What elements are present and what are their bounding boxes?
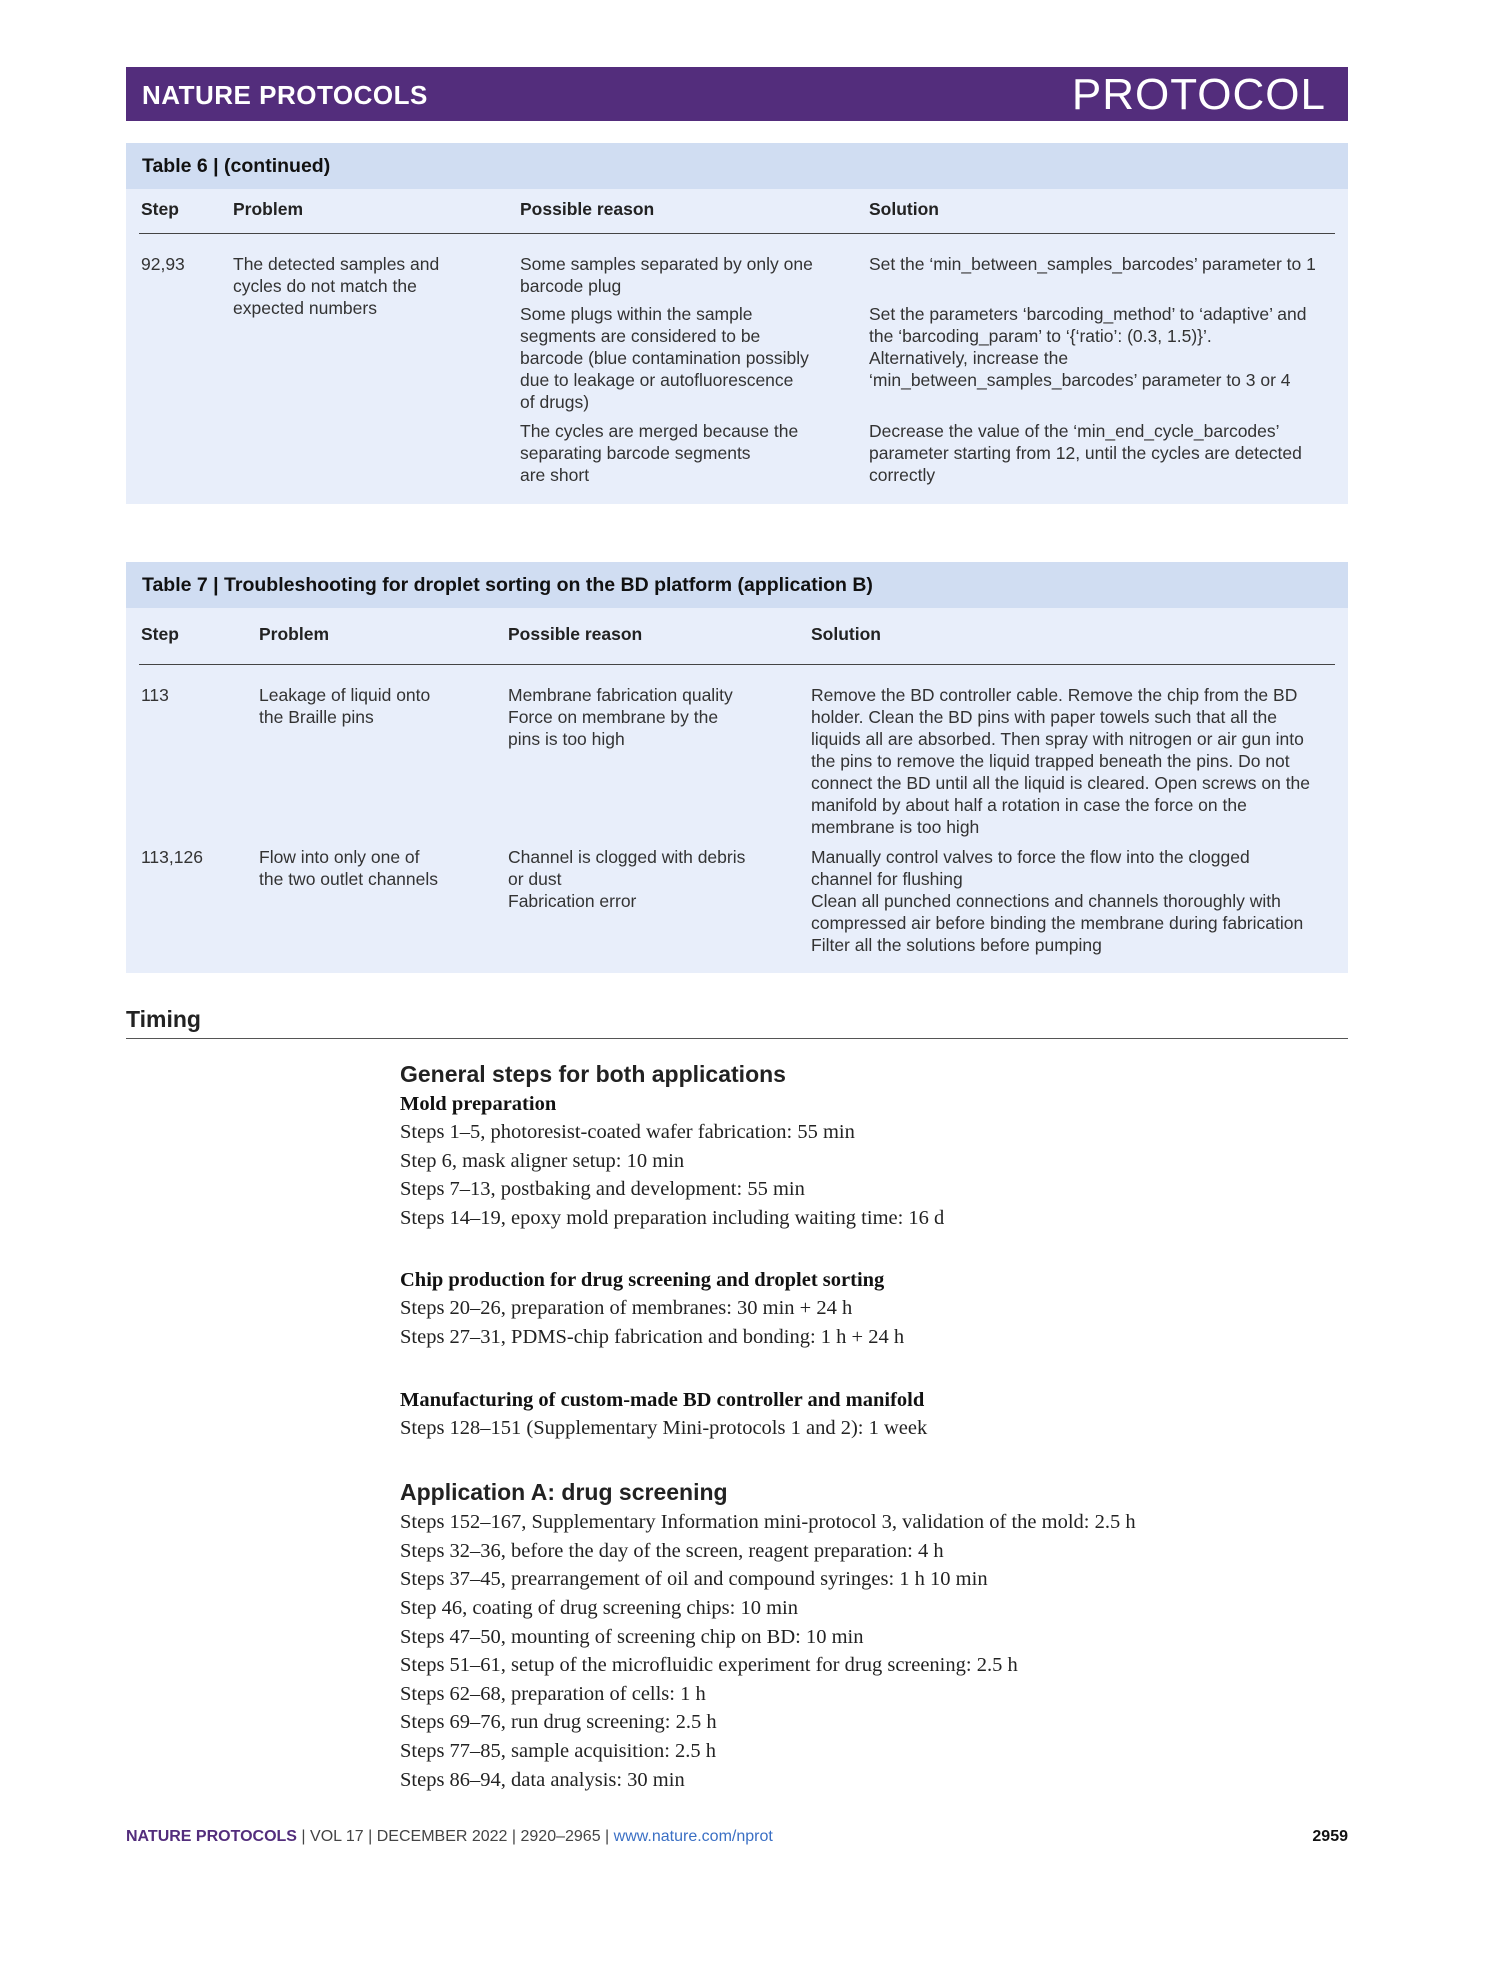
col-header-problem: Problem <box>259 624 330 644</box>
timing-line: Steps 86–94, data analysis: 30 min <box>400 1768 685 1791</box>
timing-line: Steps 32–36, before the day of the screen, reagent preparation: 4 h <box>400 1539 944 1562</box>
table-cell-reason: The cycles are merged because the separating barcode segments are short <box>520 421 799 485</box>
timing-line: Steps 47–50, mounting of screening chip on BD: 10 min <box>400 1625 864 1648</box>
table-header-row <box>139 608 1335 665</box>
timing-line: Steps 37–45, prearrangement of oil and compound syringes: 1 h 10 min <box>400 1568 988 1591</box>
timing-line: Steps 20–26, preparation of membranes: 30 min + 24 h <box>400 1297 853 1320</box>
table-cell-step: 113,126 <box>141 847 203 867</box>
timing-line: Step 46, coating of drug screening chips: 10 min <box>400 1596 798 1619</box>
table-cell-step: 92,93 <box>141 254 185 274</box>
timing-appA-list <box>400 1508 1300 1794</box>
timing-line: Step 6, mask aligner setup: 10 min <box>400 1149 685 1172</box>
journal-name: NATURE PROTOCOLS <box>142 80 428 110</box>
col-header-solution: Solution <box>869 199 939 219</box>
col-header-step: Step <box>141 199 179 219</box>
table-cell-reason: Some plugs within the sample segments are considered to be barcode (blue contamination possibly due to leakage or autofluorescence of drugs) <box>520 304 809 412</box>
timing-section <box>400 1058 1300 1794</box>
table-caption <box>126 562 1348 608</box>
table-cell-solution: Remove the BD controller cable. Remove the chip from the BD holder. Clean the BD pins with paper towels such that all the liquids all are absorbed. Then spray with nitrogen or air gun into the pins to remove the liquid trapped beneath the pins. Do not connect the BD until all the liquid is cleared. Open screws on the manifold by about half a rotation in case the force on the membrane is too high <box>811 685 1311 837</box>
table-cell-reason: Channel is clogged with debris or dust Fabrication error <box>508 847 746 911</box>
timing-line: Steps 27–31, PDMS-chip fabrication and bonding: 1 h + 24 h <box>400 1325 905 1348</box>
footer-citation: | VOL 17 | DECEMBER 2022 | 2920–2965 | <box>301 1828 610 1845</box>
journal-header <box>126 67 1348 121</box>
timing-line: Steps 77–85, sample acquisition: 2.5 h <box>400 1739 717 1762</box>
page-number: 2959 <box>1312 1828 1348 1845</box>
timing-line: Steps 14–19, epoxy mold preparation including waiting time: 16 d <box>400 1206 945 1229</box>
timing-line: Steps 51–61, setup of the microfluidic experiment for drug screening: 2.5 h <box>400 1654 1018 1677</box>
table-cell-problem: Leakage of liquid onto the Braille pins <box>259 685 431 727</box>
timing-line: Steps 69–76, run drug screening: 2.5 h <box>400 1711 717 1734</box>
table-label: Table 7 | <box>142 574 219 596</box>
article-type: PROTOCOL <box>1071 70 1326 119</box>
timing-line: Steps 62–68, preparation of cells: 1 h <box>400 1682 706 1705</box>
table-6 <box>126 143 1348 504</box>
table-cell-problem: Flow into only one of the two outlet channels <box>259 847 439 889</box>
timing-general-title: General steps for both applications <box>400 1061 786 1087</box>
col-header-solution: Solution <box>811 624 881 644</box>
table-label: Table 6 | <box>142 155 219 177</box>
timing-subtitle-chip: Chip production for drug screening and droplet sorting <box>400 1269 885 1292</box>
timing-subtitle-bd: Manufacturing of custom-made BD controller and manifold <box>400 1388 925 1411</box>
table-cell-solution: Manually control valves to force the flow into the clogged channel for flushing Clean all punched connections and channels thoroughly with compressed air before binding the membrane during fabrication Filter all the solutions before pumping <box>811 847 1304 955</box>
timing-line: Steps 152–167, Supplementary Information mini-protocol 3, validation of the mold: 2.5 h <box>400 1511 1136 1534</box>
table-cell-solution: Decrease the value of the ‘min_end_cycle_barcodes’ parameter starting from 12, until the cycles are detected correctly <box>869 421 1302 485</box>
timing-subtitle-mold: Mold preparation <box>400 1093 557 1115</box>
footer-journal: NATURE PROTOCOLS <box>126 1828 297 1845</box>
footer-link[interactable]: www.nature.com/nprot <box>613 1828 773 1845</box>
table-cell-solution: Set the parameters ‘barcoding_method’ to ‘adaptive’ and the ‘barcoding_param’ to ‘{‘ratio’: (0.3, 1.5)}’. Alternatively, increase the ‘min_between_samples_barcodes’ parameter to 3 or 4 <box>869 304 1307 390</box>
table-title: (continued) <box>224 155 331 177</box>
timing-chip-list <box>400 1294 1300 1351</box>
table-cell-reason: Membrane fabrication quality Force on membrane by the pins is too high <box>508 685 733 749</box>
col-header-reason: Possible reason <box>520 199 655 219</box>
page-footer <box>126 1828 1348 1846</box>
table-cell-step: 113 <box>141 685 169 705</box>
timing-line: Steps 1–5, photoresist-coated wafer fabrication: 55 min <box>400 1121 855 1143</box>
col-header-step: Step <box>141 624 179 644</box>
table-cell-problem: The detected samples and cycles do not match the expected numbers <box>233 254 440 318</box>
section-heading-timing: Timing <box>126 1006 1348 1039</box>
table-cell-reason: Some samples separated by only one barcode plug <box>520 254 813 296</box>
timing-appA-title: Application A: drug screening <box>400 1479 728 1506</box>
table-caption <box>126 143 1348 189</box>
timing-line: Steps 7–13, postbaking and development: 55 min <box>400 1178 805 1201</box>
table-cell-solution: Set the ‘min_between_samples_barcodes’ parameter to 1 <box>869 254 1316 274</box>
table-title: Troubleshooting for droplet sorting on the BD platform (application B) <box>224 574 873 596</box>
table-header-row <box>139 189 1335 234</box>
timing-line: Steps 128–151 (Supplementary Mini-protocols 1 and 2): 1 week <box>400 1416 928 1439</box>
table-7 <box>126 562 1348 973</box>
timing-mold-list <box>400 1118 1300 1232</box>
col-header-problem: Problem <box>233 199 304 219</box>
col-header-reason: Possible reason <box>508 624 643 644</box>
